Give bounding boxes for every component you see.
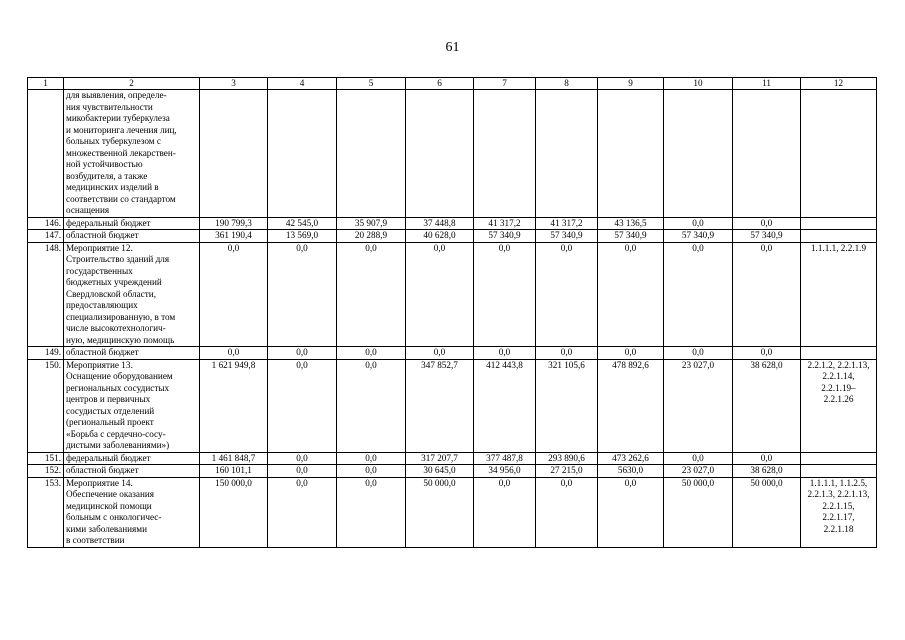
amount-cell: 23 027,0 bbox=[664, 465, 733, 478]
table-row bbox=[28, 359, 877, 452]
amount-cell bbox=[406, 90, 474, 218]
amount-cell: 57 340,9 bbox=[474, 230, 536, 243]
amount-cell bbox=[536, 90, 598, 218]
row-description: областной бюджет bbox=[64, 347, 200, 360]
row-description: областной бюджет bbox=[64, 465, 200, 478]
amount-cell bbox=[200, 90, 268, 218]
amount-cell: 0,0 bbox=[268, 242, 337, 347]
amount-cell: 0,0 bbox=[598, 347, 664, 360]
amount-cell: 0,0 bbox=[474, 347, 536, 360]
amount-cell: 13 569,0 bbox=[268, 230, 337, 243]
amount-cell: 50 000,0 bbox=[733, 477, 801, 547]
amount-cell: 0,0 bbox=[733, 242, 801, 347]
row-description: Мероприятие 13. Оснащение оборудованием региональных сосудистых центров и первичных сосудистых отделений (региональный проект «Борьба с сердечно-сосу- дистыми заболеваниями») bbox=[64, 359, 200, 452]
target-indicator-codes bbox=[801, 230, 877, 243]
row-description: для выявления, определе- ния чувствительности микобактерии туберкулеза и мониторинга лечения лиц, больных туберкулезом с множественной лекарствен- ной устойчивостью возбудителя, а также медицинских изделий в соответствии со стандартом оснащения bbox=[64, 90, 200, 218]
amount-cell: 38 628,0 bbox=[733, 465, 801, 478]
amount-cell: 35 907,9 bbox=[337, 217, 406, 230]
amount-cell: 1 621 949,8 bbox=[200, 359, 268, 452]
column-header-4: 4 bbox=[268, 78, 337, 90]
table-row bbox=[28, 347, 877, 360]
amount-cell: 0,0 bbox=[337, 452, 406, 465]
column-header-11: 11 bbox=[733, 78, 801, 90]
target-indicator-codes: 2.2.1.2, 2.2.1.13, 2.2.1.14, 2.2.1.19– 2.2.1.26 bbox=[801, 359, 877, 452]
amount-cell: 0,0 bbox=[406, 242, 474, 347]
amount-cell: 0,0 bbox=[664, 452, 733, 465]
amount-cell bbox=[474, 90, 536, 218]
amount-cell: 0,0 bbox=[474, 242, 536, 347]
column-header-10: 10 bbox=[664, 78, 733, 90]
amount-cell: 50 000,0 bbox=[406, 477, 474, 547]
amount-cell: 43 136,5 bbox=[598, 217, 664, 230]
amount-cell: 377 487,8 bbox=[474, 452, 536, 465]
amount-cell: 57 340,9 bbox=[598, 230, 664, 243]
row-number: 146. bbox=[28, 217, 64, 230]
target-indicator-codes bbox=[801, 452, 877, 465]
amount-cell: 34 956,0 bbox=[474, 465, 536, 478]
amount-cell: 37 448,8 bbox=[406, 217, 474, 230]
amount-cell: 0,0 bbox=[536, 242, 598, 347]
row-number: 150. bbox=[28, 359, 64, 452]
amount-cell: 0,0 bbox=[268, 347, 337, 360]
amount-cell: 0,0 bbox=[664, 217, 733, 230]
amount-cell: 57 340,9 bbox=[664, 230, 733, 243]
amount-cell: 412 443,8 bbox=[474, 359, 536, 452]
table-row bbox=[28, 477, 877, 547]
row-description: областной бюджет bbox=[64, 230, 200, 243]
amount-cell: 5630,0 bbox=[598, 465, 664, 478]
amount-cell bbox=[337, 90, 406, 218]
amount-cell: 317 207,7 bbox=[406, 452, 474, 465]
amount-cell: 20 288,9 bbox=[337, 230, 406, 243]
column-header-row bbox=[28, 78, 877, 90]
table-row bbox=[28, 465, 877, 478]
amount-cell: 0,0 bbox=[598, 477, 664, 547]
table-row bbox=[28, 452, 877, 465]
row-number: 151. bbox=[28, 452, 64, 465]
row-number bbox=[28, 90, 64, 218]
budget-table bbox=[27, 77, 877, 548]
column-header-12: 12 bbox=[801, 78, 877, 90]
amount-cell: 321 105,6 bbox=[536, 359, 598, 452]
amount-cell: 347 852,7 bbox=[406, 359, 474, 452]
amount-cell: 0,0 bbox=[337, 359, 406, 452]
amount-cell: 1 461 848,7 bbox=[200, 452, 268, 465]
amount-cell: 0,0 bbox=[268, 477, 337, 547]
column-header-2: 2 bbox=[64, 78, 200, 90]
column-header-6: 6 bbox=[406, 78, 474, 90]
row-description: Мероприятие 12. Строительство зданий для государственных бюджетных учреждений Свердловской области, предоставляющих специализированную, в том числе высокотехнологич- ную, медицинскую помощь bbox=[64, 242, 200, 347]
amount-cell: 293 890,6 bbox=[536, 452, 598, 465]
amount-cell: 361 190,4 bbox=[200, 230, 268, 243]
amount-cell: 27 215,0 bbox=[536, 465, 598, 478]
column-header-9: 9 bbox=[598, 78, 664, 90]
amount-cell: 42 545,0 bbox=[268, 217, 337, 230]
amount-cell bbox=[733, 90, 801, 218]
column-header-1: 1 bbox=[28, 78, 64, 90]
amount-cell: 0,0 bbox=[337, 465, 406, 478]
amount-cell: 478 892,6 bbox=[598, 359, 664, 452]
target-indicator-codes bbox=[801, 217, 877, 230]
amount-cell: 0,0 bbox=[664, 347, 733, 360]
amount-cell: 0,0 bbox=[268, 465, 337, 478]
table-row bbox=[28, 230, 877, 243]
page-number: 61 bbox=[445, 40, 460, 55]
table-row bbox=[28, 217, 877, 230]
amount-cell bbox=[598, 90, 664, 218]
amount-cell: 0,0 bbox=[200, 242, 268, 347]
column-header-8: 8 bbox=[536, 78, 598, 90]
amount-cell: 0,0 bbox=[733, 347, 801, 360]
amount-cell: 0,0 bbox=[733, 217, 801, 230]
amount-cell: 473 262,6 bbox=[598, 452, 664, 465]
amount-cell: 0,0 bbox=[337, 242, 406, 347]
amount-cell: 0,0 bbox=[200, 347, 268, 360]
row-number: 148. bbox=[28, 242, 64, 347]
target-indicator-codes: 1.1.1.1, 2.2.1.9 bbox=[801, 242, 877, 347]
amount-cell: 150 000,0 bbox=[200, 477, 268, 547]
amount-cell: 50 000,0 bbox=[664, 477, 733, 547]
row-number: 147. bbox=[28, 230, 64, 243]
amount-cell: 160 101,1 bbox=[200, 465, 268, 478]
amount-cell: 57 340,9 bbox=[733, 230, 801, 243]
amount-cell: 41 317,2 bbox=[474, 217, 536, 230]
amount-cell: 38 628,0 bbox=[733, 359, 801, 452]
row-description: федеральный бюджет bbox=[64, 452, 200, 465]
row-description: федеральный бюджет bbox=[64, 217, 200, 230]
column-header-3: 3 bbox=[200, 78, 268, 90]
amount-cell: 0,0 bbox=[474, 477, 536, 547]
target-indicator-codes: 1.1.1.1, 1.1.2.5, 2.2.1.3, 2.2.1.13, 2.2.1.15, 2.2.1.17, 2.2.1.18 bbox=[801, 477, 877, 547]
amount-cell: 0,0 bbox=[268, 452, 337, 465]
amount-cell: 0,0 bbox=[598, 242, 664, 347]
column-header-7: 7 bbox=[474, 78, 536, 90]
target-indicator-codes bbox=[801, 465, 877, 478]
amount-cell: 0,0 bbox=[536, 347, 598, 360]
amount-cell bbox=[664, 90, 733, 218]
amount-cell: 190 799,3 bbox=[200, 217, 268, 230]
target-indicator-codes bbox=[801, 347, 877, 360]
amount-cell: 23 027,0 bbox=[664, 359, 733, 452]
table-body bbox=[28, 78, 877, 548]
amount-cell: 0,0 bbox=[406, 347, 474, 360]
table-row bbox=[28, 90, 877, 218]
row-number: 149. bbox=[28, 347, 64, 360]
row-description: Мероприятие 14. Обеспечение оказания медицинской помощи больным с онкологичес- кими заболеваниями в соответствии bbox=[64, 477, 200, 547]
amount-cell: 41 317,2 bbox=[536, 217, 598, 230]
amount-cell: 0,0 bbox=[536, 477, 598, 547]
amount-cell bbox=[268, 90, 337, 218]
amount-cell: 0,0 bbox=[337, 477, 406, 547]
amount-cell: 30 645,0 bbox=[406, 465, 474, 478]
amount-cell: 0,0 bbox=[268, 359, 337, 452]
amount-cell: 0,0 bbox=[664, 242, 733, 347]
amount-cell: 0,0 bbox=[733, 452, 801, 465]
column-header-5: 5 bbox=[337, 78, 406, 90]
amount-cell: 40 628,0 bbox=[406, 230, 474, 243]
row-number: 153. bbox=[28, 477, 64, 547]
amount-cell: 0,0 bbox=[337, 347, 406, 360]
table-row bbox=[28, 242, 877, 347]
row-number: 152. bbox=[28, 465, 64, 478]
target-indicator-codes bbox=[801, 90, 877, 218]
amount-cell: 57 340,9 bbox=[536, 230, 598, 243]
